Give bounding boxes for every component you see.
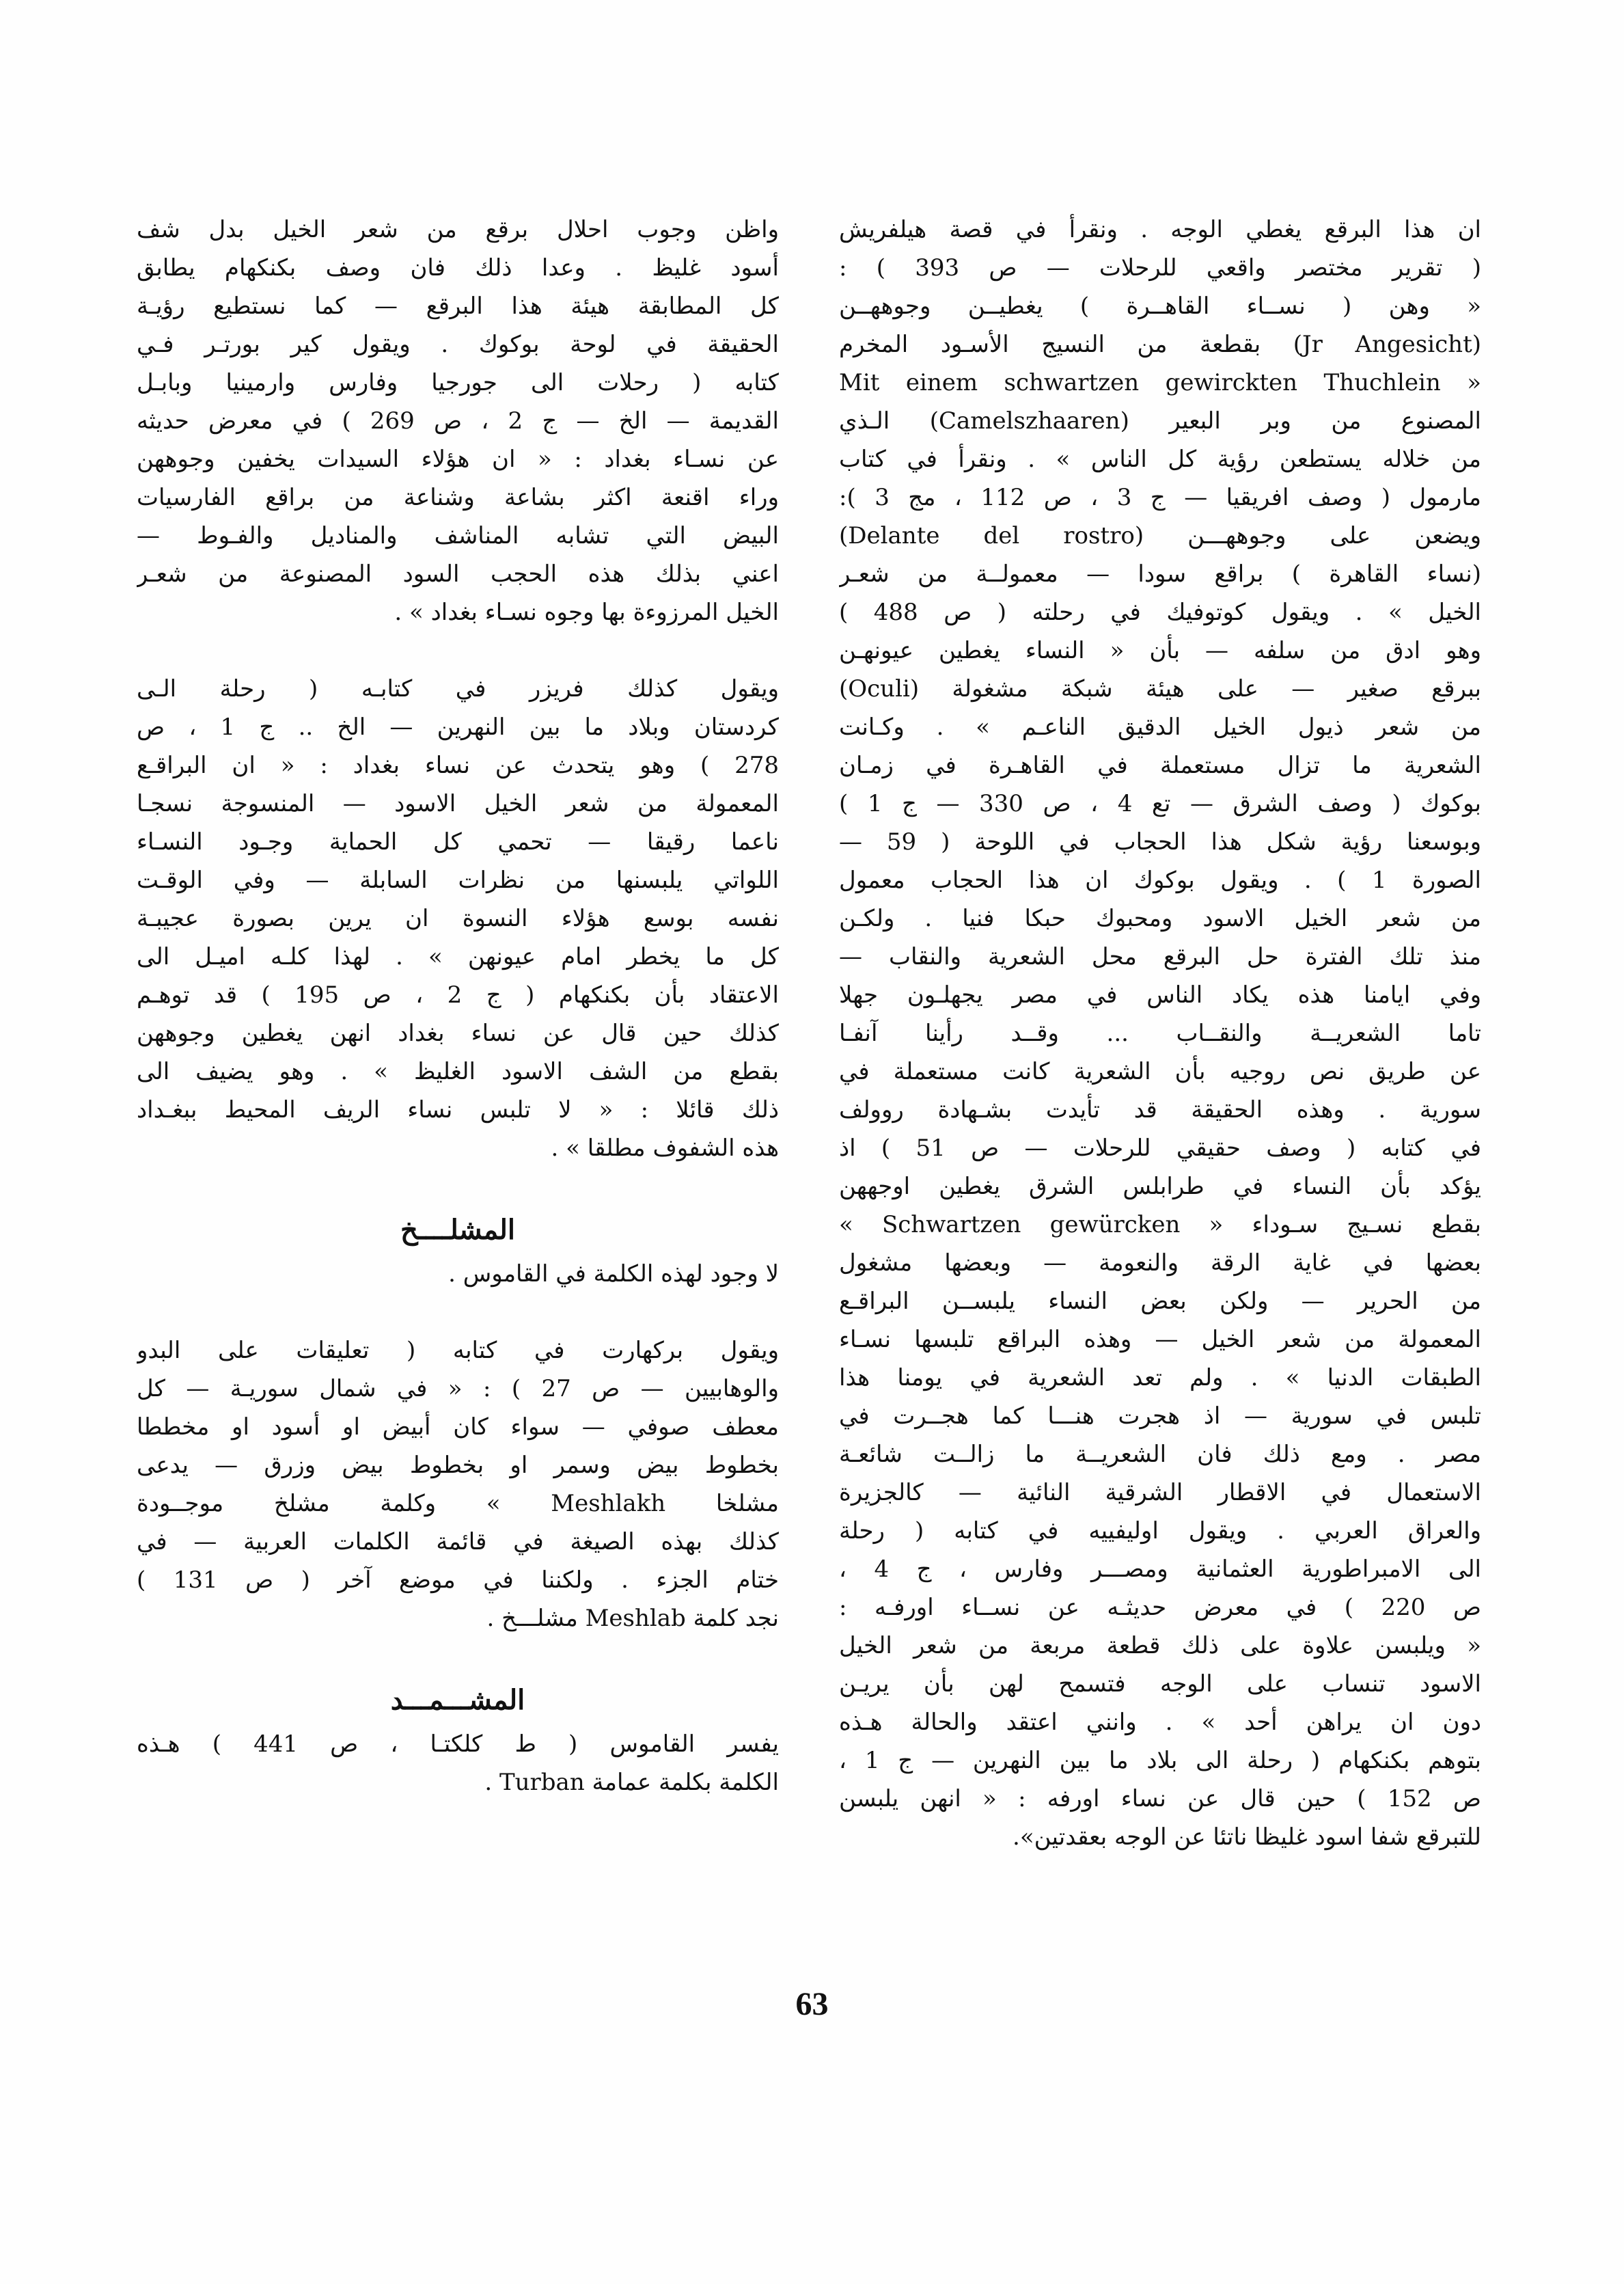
text-line: الصورة 1 ) . ويقول بوكوك ان هذا الحجاب معمول [839, 867, 1481, 894]
text-line: ص 152 ) حين قال عن نساء اورفه : « انهن يلبسن [839, 1785, 1481, 1812]
text-line: منذ تلك الفترة حل البرقع محل الشعرية والنقاب — [839, 943, 1481, 970]
text-line: هذه الشفوف مطلقا » . [551, 1134, 779, 1162]
text-line: الطبقات الدنيا » . ولم تعد الشعرية في يومنا هذا [839, 1364, 1481, 1391]
text-line: المعمولة من شعر الخيل — وهذه البراقع تلبسها نسـاء [839, 1326, 1481, 1353]
text-line: في كتابه ( وصف حقيقي للرحلات — ص 51 ) اذ [839, 1134, 1481, 1162]
text-line: « Mit einem schwartzen gewirckten Thuchlein [839, 369, 1481, 396]
text-line: بوكوك ( وصف الشرق — تع 4 ، ص 330 — ج 1 ) [839, 790, 1481, 817]
text-line: من شعر ذيول الخيل الدقيق الناعـم » . وكـانت [839, 713, 1481, 741]
text-line: ببرقع صغير — على هيئة شبكة مشغولة (Oculi) [839, 675, 1481, 703]
text-line: كردستان وبلاد ما بين النهرين — الخ .. ج 1 ، ص [137, 713, 779, 741]
text-line: الاعتقاد بأن بكنكهام ( ج 2 ، ص 195 ) قد توهـم [137, 981, 779, 1009]
text-line: الاستعمال في الاقطار الشرقية النائية — كالجزيرة [839, 1479, 1481, 1506]
text-line: والعراق العربي . ويقول اوليفييه في كتابه ( رحلة [839, 1517, 1481, 1545]
text-line: المصنوع من وبر البعير (Camelszhaaren) الـذي [839, 407, 1481, 435]
text-line: الشعرية ما تزال مستعملة في القاهـرة في زمـان [839, 752, 1481, 779]
text-line: كل المطابقة هيئة هذا البرقع — كما نستطيع رؤيـة [137, 293, 779, 320]
paragraph-2 [137, 670, 779, 1167]
text-line: من الحرير — ولكن بعض النساء يلبســن البراقـع [839, 1288, 1481, 1315]
text-line: ذلك قائلا : « لا تلبس نساء الريف المحيط ببغـداد [137, 1096, 779, 1124]
text-line: والوهابيين — ص 27 ) : « في شمال سوريـة — كل [137, 1375, 779, 1402]
text-line: نفسه بوسع هؤلاء النسوة ان يرين بصورة عجيبـة [137, 905, 779, 932]
text-line: وبوسعنا رؤية شكل هذا الحجاب في اللوحة ( 59 — [839, 828, 1481, 856]
text-line: واظن وجوب احلال برقع من شعر الخيل بدل شف [137, 216, 779, 243]
text-line: « وهن ( نســاء القاهــرة ) يغطيــن وجوههــن [839, 293, 1481, 320]
text-line: ويقول كذلك فريزر في كتابـه ( رحلة الـى [137, 675, 779, 703]
text-line: يؤكد بأن النساء في طرابلس الشرق يغطين اوجههن [839, 1173, 1481, 1200]
text-line: (Jr Angesicht) بقطعة من النسيج الأسـود المخرم [839, 331, 1481, 358]
paragraph-1 [137, 210, 779, 631]
text-line: الى الامبراطورية العثمانية ومصـــر وفارس ، ج 4 ، [839, 1555, 1481, 1583]
text-line: بتوهم بكنكهام ( رحلة الى بلاد ما بين النهرين — ج 1 ، [839, 1747, 1481, 1774]
text-line: كتابه ( رحلات الى جورجيا وفارس وارمينيا وبابـل [137, 369, 779, 396]
text-line: دون ان يراهن أحد » . وانني اعتقد والحالة هـذه [839, 1709, 1481, 1736]
text-line: ختام الجزء . ولكننا في موضع آخر ( ص 131 ) [137, 1566, 779, 1594]
text-line: عن نسـاء بغداد : « ان هؤلاء السيدات يخفين وجوههن [137, 446, 779, 473]
text-line: مارمول ( وصف افريقيا — ج 3 ، ص 112 ، مج 3 ): [839, 484, 1481, 511]
text-line: وهو ادق من سلفه — بأن « النساء يغطين عيونهـن [839, 637, 1481, 664]
text-line: (نساء القاهرة ) براقع سودا — معمولــة من شعـر [839, 560, 1481, 588]
text-line: عن طريق نص روجيه بأن الشعرية كانت مستعملة في [839, 1058, 1481, 1085]
text-line: بقطع نسـيج سـوداء « Schwartzen gewürcken » [839, 1211, 1481, 1238]
text-line: الخيل » . ويقول كوتوفيك في رحلته ( ص 488 ) [839, 599, 1481, 626]
text-line: ص 220 ) في معرض حديثـه عن نســاء اورفـه : [839, 1594, 1481, 1621]
text-line: للتبرقع شفا اسود غليظا ناتئا عن الوجه بعقدتين». [1013, 1823, 1481, 1851]
text-line: كذلك بهذه الصيغة في قائمة الكلمات العربية — في [137, 1528, 779, 1555]
text-line: سورية . وهذه الحقيقة قد تأيدت بشـهادة روولف [839, 1096, 1481, 1124]
text-line: ( تقرير مختصر واقعي للرحلات — ص 393 ) : [839, 254, 1481, 282]
text-line: معطف صوفي — سواء كان أبيض او أسود او مخططا [137, 1413, 779, 1441]
text-line: البيض التي تشابه المناشف والمناديل والفـوط — [137, 522, 779, 549]
text-line: كل ما يخطر امام عيونهن » . لهذا كلـه اميـل الى [137, 943, 779, 970]
text-line: وفي ايامنا هذه يكاد الناس في مصر يجهلـون جهلا [839, 981, 1481, 1009]
text-line: « ويلبسن علاوة على ذلك قطعة مربعة من شعر الخيل [839, 1632, 1481, 1659]
text-line: تلبس في سورية — اذ هجرت هنـــا كما هجــرت في [839, 1402, 1481, 1430]
text-line: اعني بذلك هذه الحجب السود المصنوعة من شعـر [137, 560, 779, 588]
text-line: كذلك حين قال عن نساء بغداد انهن يغطين وجوههن [137, 1020, 779, 1047]
paragraph-3 [137, 1255, 779, 1293]
right-column [839, 210, 1481, 1856]
text-line: الخيل المرزوءة بها وجوه نسـاء بغداد » . [394, 599, 779, 626]
text-line: ناعما رقيقا — تحمي كل الحماية وجـود النسـاء [137, 828, 779, 856]
text-line: بقطع من الشف الاسود الغليظ » . وهو يضيف الى [137, 1058, 779, 1085]
text-line: يفسر القاموس ( ط كلكتـا ، ص 441 ) هـذه [137, 1730, 779, 1758]
text-line: تاما الشعريــة والنقــاب ... وقــد رأينا آنفـا [839, 1020, 1481, 1047]
text-line: وراء اقنعة اكثر بشاعة وشناعة من براقع الفارسيات [137, 484, 779, 511]
text-line: الكلمة بكلمة عمامة Turban . [484, 1769, 779, 1796]
text-line: ويضعن على وجوههـــن (Delante del rostro) [839, 522, 1481, 549]
page-number: 63 [795, 1986, 829, 2022]
text-line: أسود غليظ . وعدا ذلك فان وصف بكنكهام يطابق [137, 254, 779, 282]
text-line: ان هذا البرقع يغطي الوجه . ونقرأ في قصة هيلفريش [839, 216, 1481, 243]
paragraph-5 [137, 1725, 779, 1802]
text-line: القديمة — الخ — ج 2 ، ص 269 ) في معرض حديثه [137, 407, 779, 435]
text-line: ويقول بركهارت في كتابه ( تعليقات على البدو [137, 1337, 779, 1364]
text-line: الحقيقة في لوحة بوكوك . ويقول كير بورتـر فـي [137, 331, 779, 358]
text-line: لا وجود لهذه الكلمة في القاموس . [448, 1260, 779, 1288]
text-line: من خلاله يستطعن رؤية كل الناس » . ونقرأ في كتاب [839, 446, 1481, 473]
text-line: 278 ) وهو يتحدث عن نساء بغداد : « ان البراقـع [137, 752, 779, 779]
text-line: نجد كلمة Meshlab مشلـــخ . [486, 1605, 779, 1632]
section-heading-mashmad: المشـــمـــد [390, 1684, 525, 1716]
text-line: الاسود تنساب على الوجه فتسمح لهن بأن يريـن [839, 1670, 1481, 1698]
paragraph-4 [137, 1331, 779, 1637]
text-line: مشلخا Meshlakh » وكلمة مشلخ موجــودة [137, 1490, 779, 1517]
text-line: بخطوط بيض وسمر او بخطوط بيض وزرق — يدعى [137, 1452, 779, 1479]
section-heading-meshlakh: المشلــــخ [400, 1214, 516, 1246]
text-line: من شعر الخيل الاسود ومحبوك حبكا فنيا . ولكـن [839, 905, 1481, 932]
text-line: مصر . ومع ذلك فان الشعريــة ما زالــت شائعـة [839, 1441, 1481, 1468]
text-line: بعضها في غاية الرقة والنعومة — وبعضها مشغول [839, 1249, 1481, 1277]
text-line: اللواتي يلبسنها من نظرات السابلة — وفي الوقـت [137, 867, 779, 894]
text-line: المعمولة من شعر الخيل الاسود — المنسوجة نسجـا [137, 790, 779, 817]
left-column [137, 210, 779, 1802]
